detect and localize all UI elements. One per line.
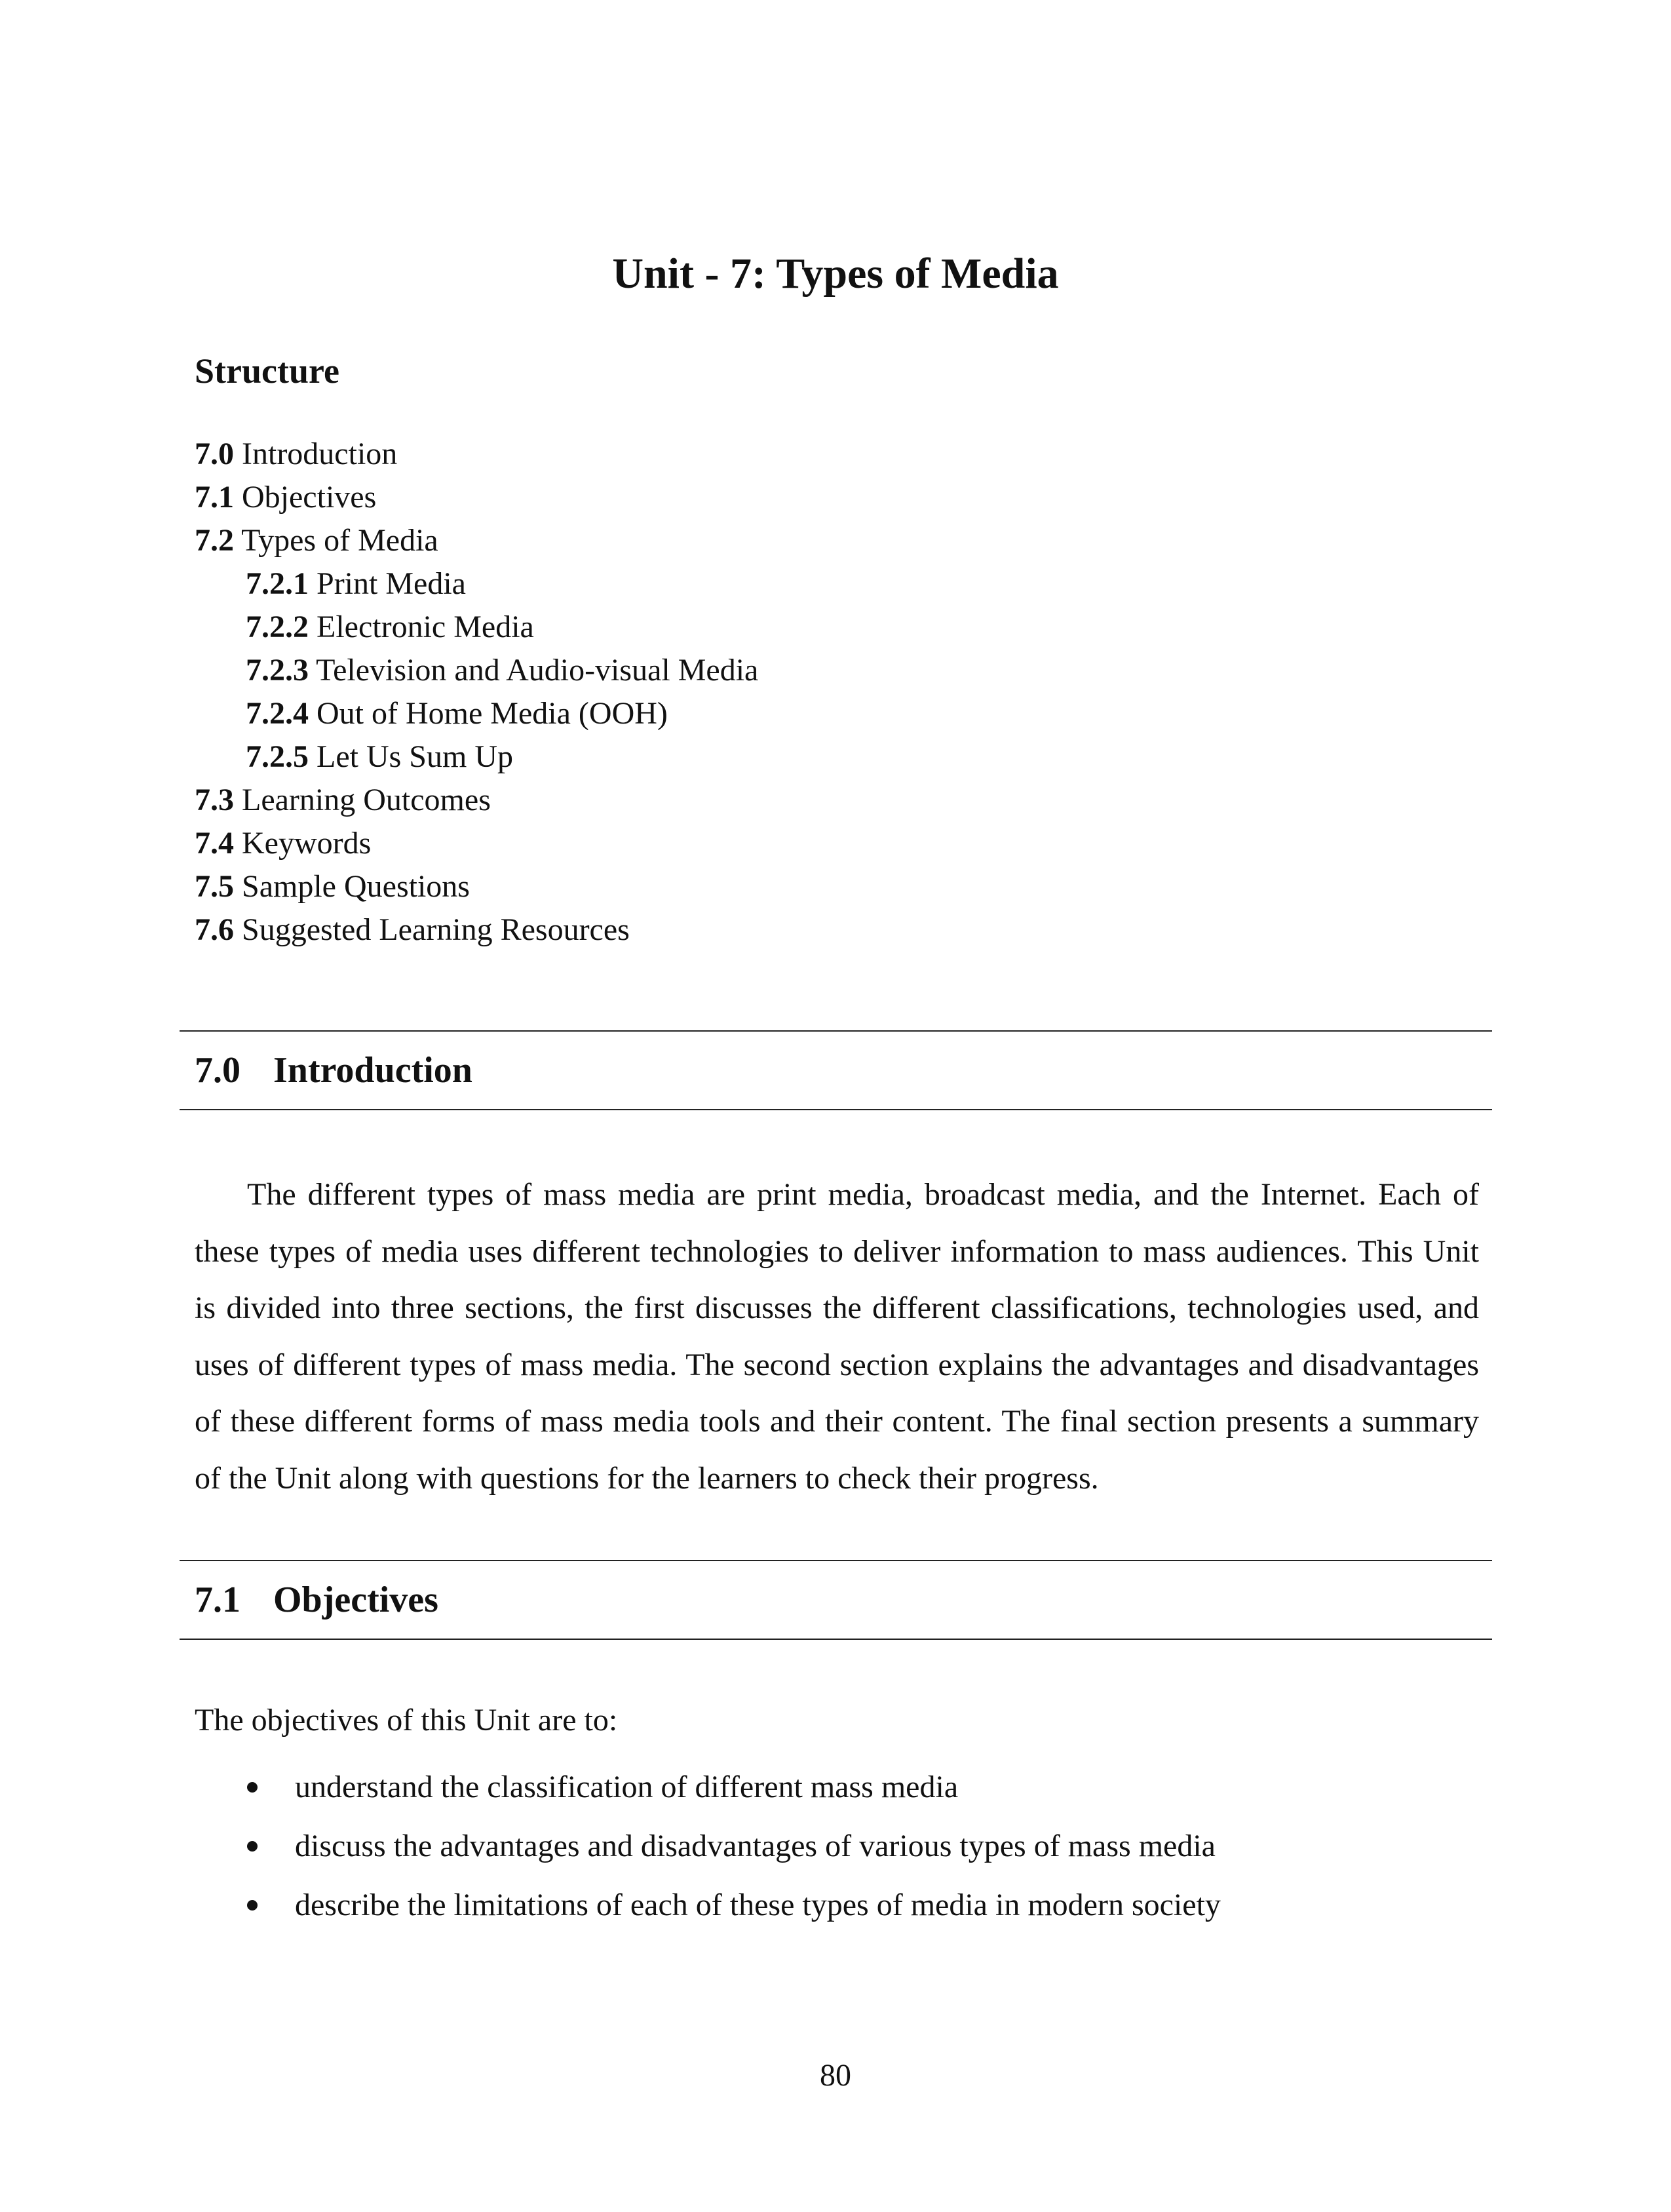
- toc-item-number: 7.2.5: [246, 739, 309, 774]
- toc-item-label: Types of Media: [241, 523, 438, 558]
- section-title: Introduction: [273, 1050, 472, 1091]
- toc-item-label: Objectives: [242, 480, 377, 514]
- list-item: [195, 1817, 1221, 1876]
- toc-subitem: [195, 606, 758, 649]
- toc-subitem: [195, 692, 758, 735]
- bullet-icon: [247, 1841, 258, 1852]
- toc-item: [195, 865, 758, 908]
- toc-item-label: Introduction: [242, 437, 398, 471]
- toc-item-number: 7.3: [195, 783, 234, 817]
- list-item-text: describe the limitations of each of these types of media in modern society: [295, 1888, 1221, 1922]
- list-item: [195, 1876, 1221, 1935]
- toc-item: [195, 822, 758, 865]
- introduction-heading: [195, 1049, 472, 1093]
- objectives-heading: [195, 1578, 438, 1622]
- toc-item-label: Electronic Media: [317, 610, 534, 644]
- toc-item-number: 7.5: [195, 869, 234, 904]
- toc-item-number: 7.2: [195, 523, 234, 558]
- toc-item-number: 7.6: [195, 912, 234, 947]
- section-divider-top: [180, 1560, 1492, 1561]
- toc-item: [195, 779, 758, 822]
- list-item: [195, 1758, 1221, 1817]
- toc-item-number: 7.1: [195, 480, 234, 514]
- toc-item: [195, 476, 758, 519]
- bullet-icon: [247, 1900, 258, 1911]
- toc-item-label: Print Media: [317, 566, 466, 601]
- toc-item-number: 7.4: [195, 826, 234, 861]
- objectives-lead: The objectives of this Unit are to:: [195, 1703, 618, 1737]
- list-item-text: discuss the advantages and disadvantages of various types of mass media: [295, 1829, 1216, 1863]
- toc-subitem: [195, 649, 758, 692]
- toc-item: [195, 908, 758, 952]
- list-item-text: understand the classification of different mass media: [295, 1770, 959, 1804]
- toc-item-label: Sample Questions: [242, 869, 470, 904]
- toc-item: [195, 433, 758, 476]
- toc-item-number: 7.2.4: [246, 696, 309, 731]
- section-divider-bottom: [180, 1639, 1492, 1640]
- structure-heading: Structure: [195, 351, 339, 391]
- toc-item-label: Television and Audio-visual Media: [316, 653, 759, 688]
- section-number: 7.0: [195, 1050, 240, 1091]
- toc-item-number: 7.2.3: [246, 653, 309, 688]
- section-title: Objectives: [273, 1580, 438, 1620]
- toc-subitem: [195, 735, 758, 779]
- toc-item-label: Suggested Learning Resources: [242, 912, 630, 947]
- page-number: 80: [820, 2058, 851, 2093]
- toc-subitem: [195, 562, 758, 606]
- toc-item-label: Let Us Sum Up: [317, 739, 513, 774]
- toc-item-number: 7.2.2: [246, 610, 309, 644]
- toc-item-number: 7.0: [195, 437, 234, 471]
- page-title: Unit - 7: Types of Media: [612, 250, 1059, 298]
- section-divider-top: [180, 1030, 1492, 1032]
- toc-item-label: Out of Home Media (OOH): [317, 696, 668, 731]
- toc-item-number: 7.2.1: [246, 566, 309, 601]
- section-divider-bottom: [180, 1109, 1492, 1110]
- toc-item-label: Learning Outcomes: [242, 783, 491, 817]
- bullet-icon: [247, 1782, 258, 1793]
- section-number: 7.1: [195, 1580, 240, 1620]
- introduction-paragraph: The different types of mass media are print media, broadcast media, and the Internet. Each of these types of media uses different technologies to deliver information to mass audiences. This Unit is divided into three sections, the first discusses the different classifications, technologies used, and uses of different types of mass media. The second section explains the advantages and disadvantages of these different forms of mass media tools and their content. The final section presents a summary of the Unit along with questions for the learners to check their progress.: [195, 1177, 1479, 1496]
- table-of-contents: [195, 433, 758, 952]
- objectives-list: [195, 1758, 1221, 1935]
- toc-item-label: Keywords: [242, 826, 372, 861]
- toc-item: [195, 519, 758, 562]
